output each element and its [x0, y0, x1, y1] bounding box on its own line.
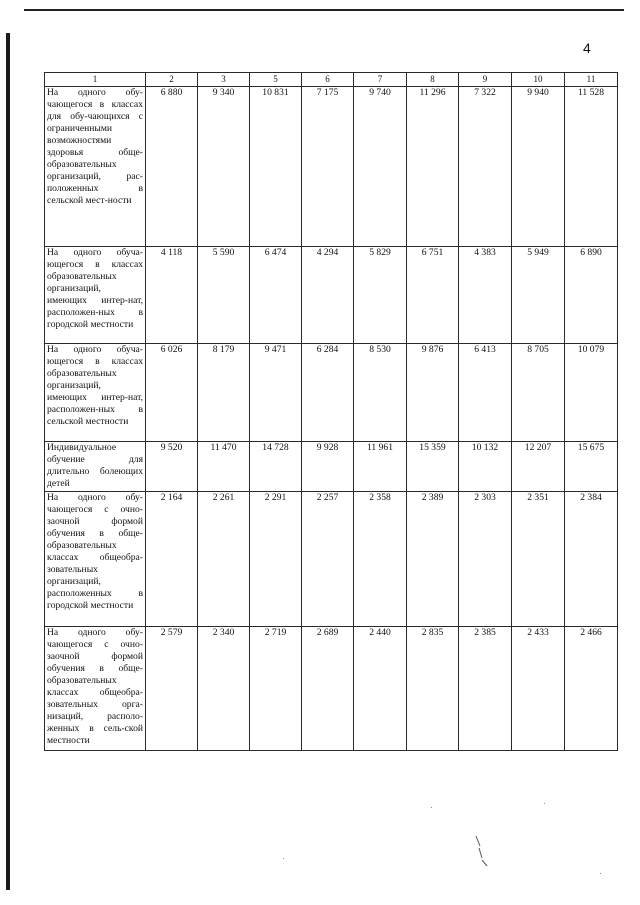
table-cell: 5 829	[354, 247, 407, 344]
table-cell: 9 471	[250, 344, 302, 442]
table-cell: 12 207	[512, 442, 565, 492]
table-row	[45, 344, 618, 442]
table-cell: 10 831	[250, 87, 302, 247]
row-label: Индивидуальное обучение для длительно болеющих детей	[45, 442, 146, 492]
table-cell: 5 949	[512, 247, 565, 344]
table-cell: 2 261	[198, 492, 250, 627]
table-cell: 2 835	[407, 627, 459, 751]
column-header: 9	[459, 73, 512, 87]
table-cell: 9 340	[198, 87, 250, 247]
column-header: 3	[198, 73, 250, 87]
scan-mark	[470, 832, 494, 872]
table-cell: 9 940	[512, 87, 565, 247]
scan-speck	[600, 873, 601, 874]
column-header: 8	[407, 73, 459, 87]
table-cell: 9 876	[407, 344, 459, 442]
row-label: На одного обу-чающегося с очно-заочной формой обучения в обще-образовательных классах общеобра-зовательных орга-низаций, располо-женных в сель-ской местности	[45, 627, 146, 751]
table-cell: 9 928	[302, 442, 354, 492]
table-cell: 6 751	[407, 247, 459, 344]
table-cell: 8 705	[512, 344, 565, 442]
table-cell: 9 520	[146, 442, 198, 492]
row-label: На одного обуча-ющегося в классах образовательных организаций, имеющих интер-нат, расположен-ных в городской местности	[45, 247, 146, 344]
table-cell: 2 433	[512, 627, 565, 751]
table-row	[45, 627, 618, 751]
table-row	[45, 442, 618, 492]
table-cell: 7 322	[459, 87, 512, 247]
row-label: На одного обуча-ющегося в классах образовательных организаций, имеющих интер-нат, расположен-ных в сельской местности	[45, 344, 146, 442]
column-header: 6	[302, 73, 354, 87]
column-header: 5	[250, 73, 302, 87]
table-cell: 7 175	[302, 87, 354, 247]
scan-speck	[431, 807, 432, 808]
table-cell: 11 296	[407, 87, 459, 247]
table-cell: 11 961	[354, 442, 407, 492]
table-cell: 4 383	[459, 247, 512, 344]
left-scan-edge	[6, 33, 10, 890]
page-number: 4	[583, 40, 591, 56]
scan-speck	[283, 858, 284, 859]
table-cell: 2 257	[302, 492, 354, 627]
column-header: 11	[565, 73, 618, 87]
table-header-row	[45, 73, 618, 87]
table-cell: 2 579	[146, 627, 198, 751]
table-cell: 2 340	[198, 627, 250, 751]
table-cell: 2 719	[250, 627, 302, 751]
column-header: 10	[512, 73, 565, 87]
table-cell: 6 880	[146, 87, 198, 247]
table-cell: 15 675	[565, 442, 618, 492]
table-cell: 2 384	[565, 492, 618, 627]
table-cell: 2 689	[302, 627, 354, 751]
table-cell: 2 389	[407, 492, 459, 627]
table-cell: 2 164	[146, 492, 198, 627]
column-header: 2	[146, 73, 198, 87]
top-scan-rule	[24, 9, 624, 11]
table-row	[45, 492, 618, 627]
table-cell: 6 284	[302, 344, 354, 442]
table-cell: 15 359	[407, 442, 459, 492]
table-row	[45, 247, 618, 344]
table-cell: 6 474	[250, 247, 302, 344]
table-cell: 9 740	[354, 87, 407, 247]
row-label: На одного обу-чающегося в классах для обу-чающихся с ограниченными возможностями здоровья обще-образовательных организаций, рас-положенных в сельской мест-ности	[45, 87, 146, 247]
table-cell: 2 358	[354, 492, 407, 627]
normative-table	[44, 72, 618, 751]
scan-speck	[544, 803, 545, 804]
column-header: 1	[45, 73, 146, 87]
table-cell: 2 466	[565, 627, 618, 751]
table-cell: 6 413	[459, 344, 512, 442]
table-cell: 2 385	[459, 627, 512, 751]
table-cell: 10 132	[459, 442, 512, 492]
table-cell: 2 291	[250, 492, 302, 627]
table-cell: 10 079	[565, 344, 618, 442]
table-cell: 6 890	[565, 247, 618, 344]
table-cell: 4 118	[146, 247, 198, 344]
table-cell: 2 303	[459, 492, 512, 627]
table-cell: 5 590	[198, 247, 250, 344]
table-cell: 11 470	[198, 442, 250, 492]
column-header: 7	[354, 73, 407, 87]
table-cell: 14 728	[250, 442, 302, 492]
table-row	[45, 87, 618, 247]
table-cell: 8 179	[198, 344, 250, 442]
table-cell: 6 026	[146, 344, 198, 442]
table-cell: 4 294	[302, 247, 354, 344]
row-label: На одного обу-чающегося с очно-заочной формой обучения в обще-образовательных классах общеобра-зовательных организаций, расположенных в городской местности	[45, 492, 146, 627]
table-cell: 2 440	[354, 627, 407, 751]
table-cell: 11 528	[565, 87, 618, 247]
table-cell: 2 351	[512, 492, 565, 627]
table-cell: 8 530	[354, 344, 407, 442]
